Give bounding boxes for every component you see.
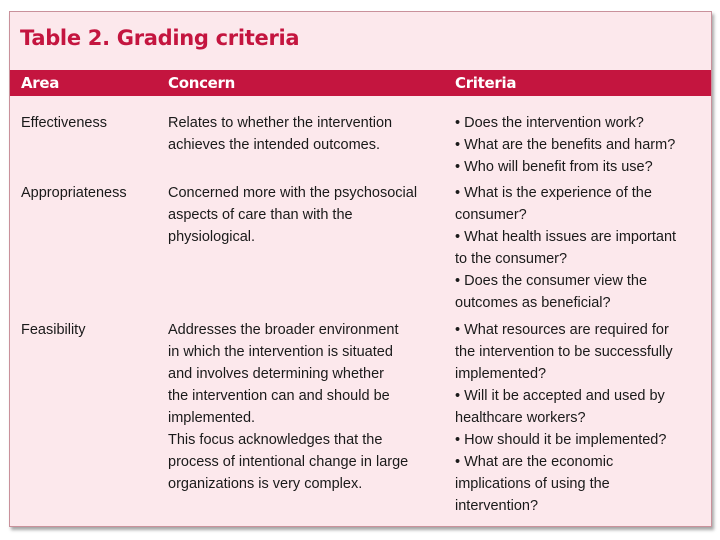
criteria-line: consumer? <box>455 207 527 223</box>
criteria-line: • Will it be accepted and used by <box>455 388 665 404</box>
criteria-line: • Who will benefit from its use? <box>455 159 653 175</box>
criteria-line: • What is the experience of the <box>455 185 652 201</box>
concern-line: This focus acknowledges that the <box>168 432 383 448</box>
criteria-line: • Does the intervention work? <box>455 115 644 131</box>
row-feasibility-concern <box>168 319 446 495</box>
concern-line: the intervention can and should be <box>168 388 390 404</box>
row-effectiveness-concern <box>168 112 446 156</box>
header-criteria: Criteria <box>455 74 517 92</box>
row-effectiveness-criteria <box>455 112 705 178</box>
row-appropriateness-concern <box>168 182 446 248</box>
criteria-line: implications of using the <box>455 476 610 492</box>
concern-line: achieves the intended outcomes. <box>168 137 380 153</box>
row-feasibility-area: Feasibility <box>21 322 86 338</box>
concern-line: implemented. <box>168 410 256 426</box>
criteria-line: healthcare workers? <box>455 410 586 426</box>
concern-line: Relates to whether the intervention <box>168 115 393 131</box>
header-concern: Concern <box>168 74 236 92</box>
grading-criteria-table-card <box>9 11 712 527</box>
criteria-line: • What are the benefits and harm? <box>455 137 676 153</box>
concern-line: in which the intervention is situated <box>168 344 393 360</box>
table-header-row <box>10 70 711 96</box>
row-appropriateness-criteria <box>455 182 705 314</box>
concern-line: Concerned more with the psychosocial <box>168 185 418 201</box>
criteria-line: intervention? <box>455 498 539 514</box>
criteria-line: • Does the consumer view the <box>455 273 648 289</box>
row-appropriateness-area: Appropriateness <box>21 185 127 201</box>
row-feasibility-criteria <box>455 319 705 517</box>
criteria-line: • What are the economic <box>455 454 614 470</box>
criteria-line: • What health issues are important <box>455 229 677 245</box>
concern-line: physiological. <box>168 229 256 245</box>
concern-line: and involves determining whether <box>168 366 385 382</box>
criteria-line: • How should it be implemented? <box>455 432 667 448</box>
concern-line: organizations is very complex. <box>168 476 363 492</box>
criteria-line: to the consumer? <box>455 251 568 267</box>
table-title: Table 2. Grading criteria <box>20 26 300 50</box>
criteria-line: the intervention to be successfully <box>455 344 673 360</box>
concern-line: process of intentional change in large <box>168 454 409 470</box>
concern-line: Addresses the broader environment <box>168 322 399 338</box>
criteria-line: outcomes as beneficial? <box>455 295 611 311</box>
criteria-line: • What resources are required for <box>455 322 669 338</box>
criteria-line: implemented? <box>455 366 547 382</box>
concern-line: aspects of care than with the <box>168 207 353 223</box>
row-effectiveness-area: Effectiveness <box>21 115 107 131</box>
header-area: Area <box>21 74 60 92</box>
